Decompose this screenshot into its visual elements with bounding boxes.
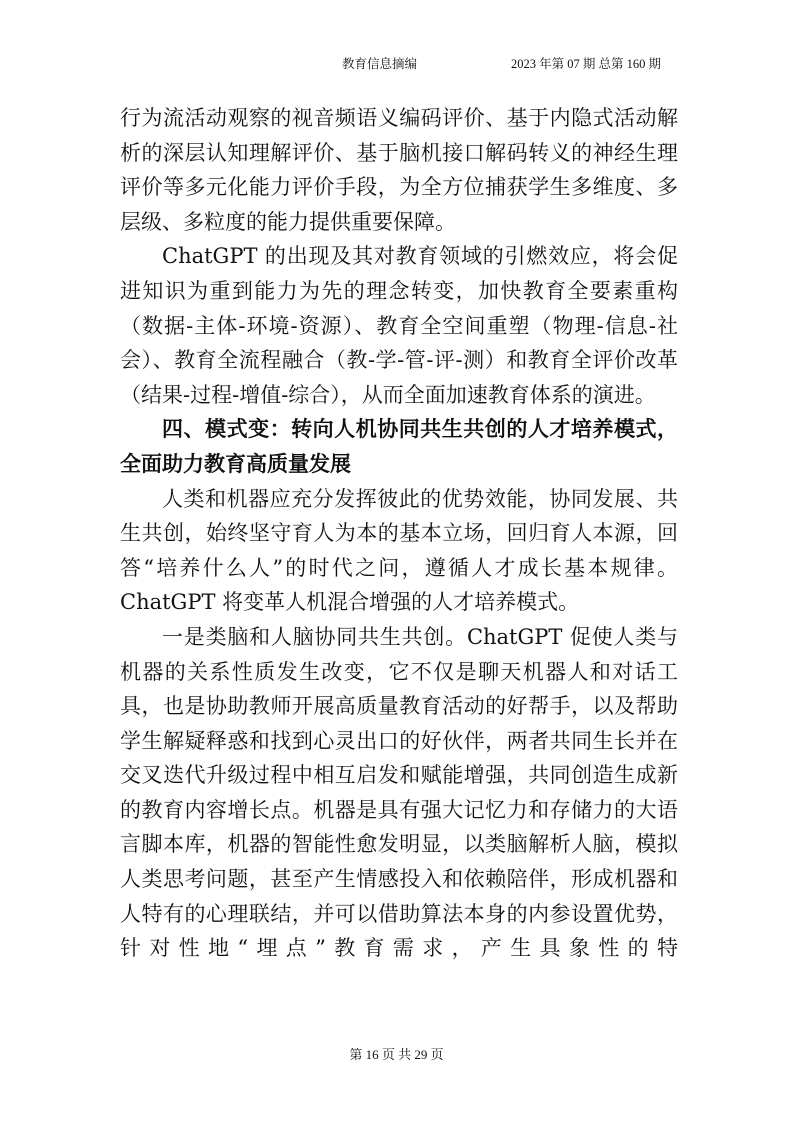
paragraph-chatgpt-effect: ChatGPT 的出现及其对教育领域的引燃效应，将会促进知识为重到能力为先的理念转变，加快教育全要素重构（数据-主体-环境-资源）、教育全空间重塑（物理-信息-社会）、教育全流程融合（教-学-管-评-测）和教育全评价改革（结果-过程-增值-综合），从而全面加速教育体系的演进。	[120, 244, 678, 407]
publication-title: 教育信息摘编	[342, 57, 418, 71]
issue-number: 2023 年第 07 期 总第 160 期	[511, 57, 662, 71]
document-body	[120, 101, 678, 966]
page-footer: 第 16 页 共 29 页	[349, 1047, 444, 1062]
paragraph-human-machine: 人类和机器应充分发挥彼此的优势效能，协同发展、共生共创，始终坚守育人为本的基本立场，回归育人本源，回答“培养什么人”的时代之问，遵循人才成长基本规律。ChatGPT 将变革人机混合增强的人才培养模式。	[120, 486, 678, 615]
paragraph-brain-cocreation: 一是类脑和人脑协同共生共创。ChatGPT 促使人类与机器的关系性质发生改变，它不仅是聊天机器人和对话工具，也是协助教师开展高质量教育活动的好帮手，以及帮助学生解疑释惑和找到心灵出口的好伙伴，两者共同生长并在交叉迭代升级过程中相互启发和赋能增强，共同创造生成新的教育内容增长点。机器是具有强大记忆力和存储力的大语言脚本库，机器的智能性愈发明显，以类脑解析人脑，模拟人类思考问题，甚至产生情感投入和依赖陪伴，形成机器和人特有的心理联结，并可以借助算法本身的内参设置优势，针对性地“埋点”教育需求，产生具象性的特	[120, 624, 678, 961]
page-header	[0, 54, 793, 72]
section-heading: 四、模式变：转向人机协同共生共创的人才培养模式，全面助力教育高质量发展	[120, 416, 678, 476]
paragraph-continued: 行为流活动观察的视音频语义编码评价、基于内隐式活动解析的深层认知理解评价、基于脑机接口解码转义的神经生理评价等多元化能力评价手段，为全方位捕获学生多维度、多层级、多粒度的能力提供重要保障。	[120, 106, 678, 234]
